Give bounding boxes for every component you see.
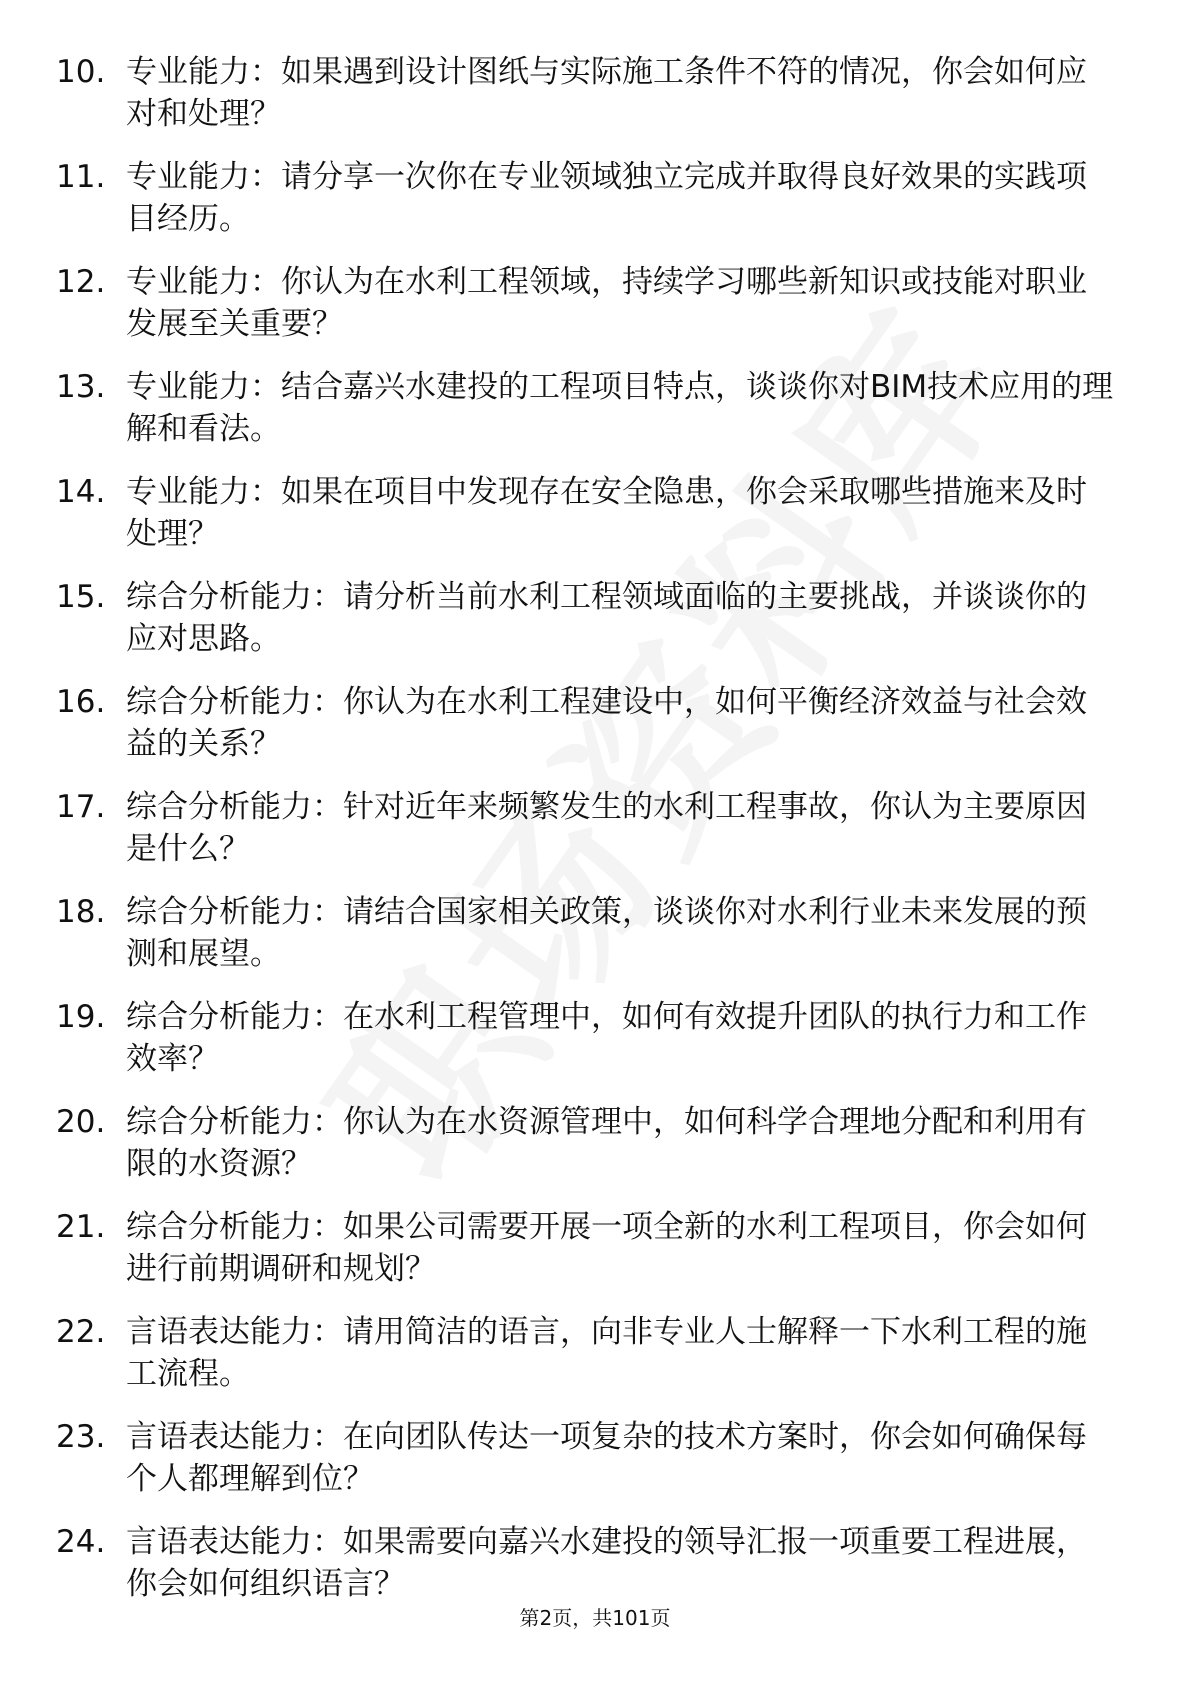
question-text: 综合分析能力：你认为在水资源管理中，如何科学合理地分配和利用有限的水资源？: [126, 1104, 1087, 1182]
question-list: [56, 52, 1116, 1627]
question-item: [56, 892, 1116, 975]
question-text: 综合分析能力：在水利工程管理中，如何有效提升团队的执行力和工作效率？: [126, 999, 1087, 1077]
question-text: 专业能力：如果在项目中发现存在安全隐患，你会采取哪些措施来及时处理？: [126, 474, 1087, 552]
question-number: 12.: [56, 264, 106, 300]
question-number: 10.: [56, 54, 106, 90]
question-item: [56, 997, 1116, 1080]
question-item: [56, 577, 1116, 660]
question-number: 20.: [56, 1104, 106, 1140]
question-text: 言语表达能力：如果需要向嘉兴水建投的领导汇报一项重要工程进展，你会如何组织语言？: [126, 1524, 1087, 1602]
question-item: [56, 262, 1116, 345]
question-item: [56, 52, 1116, 135]
question-text: 综合分析能力：如果公司需要开展一项全新的水利工程项目，你会如何进行前期调研和规划？: [126, 1209, 1087, 1287]
question-item: [56, 682, 1116, 765]
question-item: [56, 1312, 1116, 1395]
question-text: 综合分析能力：请分析当前水利工程领域面临的主要挑战，并谈谈你的应对思路。: [126, 579, 1087, 657]
question-number: 11.: [56, 159, 106, 195]
question-text: 综合分析能力：请结合国家相关政策，谈谈你对水利行业未来发展的预测和展望。: [126, 894, 1087, 972]
question-item: [56, 1522, 1116, 1605]
question-number: 14.: [56, 474, 106, 510]
question-text: 言语表达能力：请用简洁的语言，向非专业人士解释一下水利工程的施工流程。: [126, 1314, 1087, 1392]
question-number: 24.: [56, 1524, 106, 1560]
question-number: 23.: [56, 1419, 106, 1455]
question-item: [56, 157, 1116, 240]
question-number: 16.: [56, 684, 106, 720]
question-item: [56, 367, 1116, 450]
question-number: 21.: [56, 1209, 106, 1245]
question-item: [56, 472, 1116, 555]
question-number: 17.: [56, 789, 106, 825]
question-number: 22.: [56, 1314, 106, 1350]
question-item: [56, 787, 1116, 870]
question-text: 专业能力：结合嘉兴水建投的工程项目特点，谈谈你对BIM技术应用的理解和看法。: [126, 369, 1114, 447]
question-item: [56, 1207, 1116, 1290]
question-number: 15.: [56, 579, 106, 615]
question-text: 专业能力：请分享一次你在专业领域独立完成并取得良好效果的实践项目经历。: [126, 159, 1087, 237]
question-number: 13.: [56, 369, 106, 405]
question-item: [56, 1102, 1116, 1185]
page-footer: 第2页，共101页: [519, 1606, 671, 1630]
question-number: 18.: [56, 894, 106, 930]
question-number: 19.: [56, 999, 106, 1035]
question-text: 专业能力：你认为在水利工程领域，持续学习哪些新知识或技能对职业发展至关重要？: [126, 264, 1087, 342]
question-text: 专业能力：如果遇到设计图纸与实际施工条件不符的情况，你会如何应对和处理？: [126, 54, 1087, 132]
question-text: 综合分析能力：你认为在水利工程建设中，如何平衡经济效益与社会效益的关系？: [126, 684, 1087, 762]
question-text: 言语表达能力：在向团队传达一项复杂的技术方案时，你会如何确保每个人都理解到位？: [126, 1419, 1087, 1497]
question-text: 综合分析能力：针对近年来频繁发生的水利工程事故，你认为主要原因是什么？: [126, 789, 1087, 867]
question-item: [56, 1417, 1116, 1500]
